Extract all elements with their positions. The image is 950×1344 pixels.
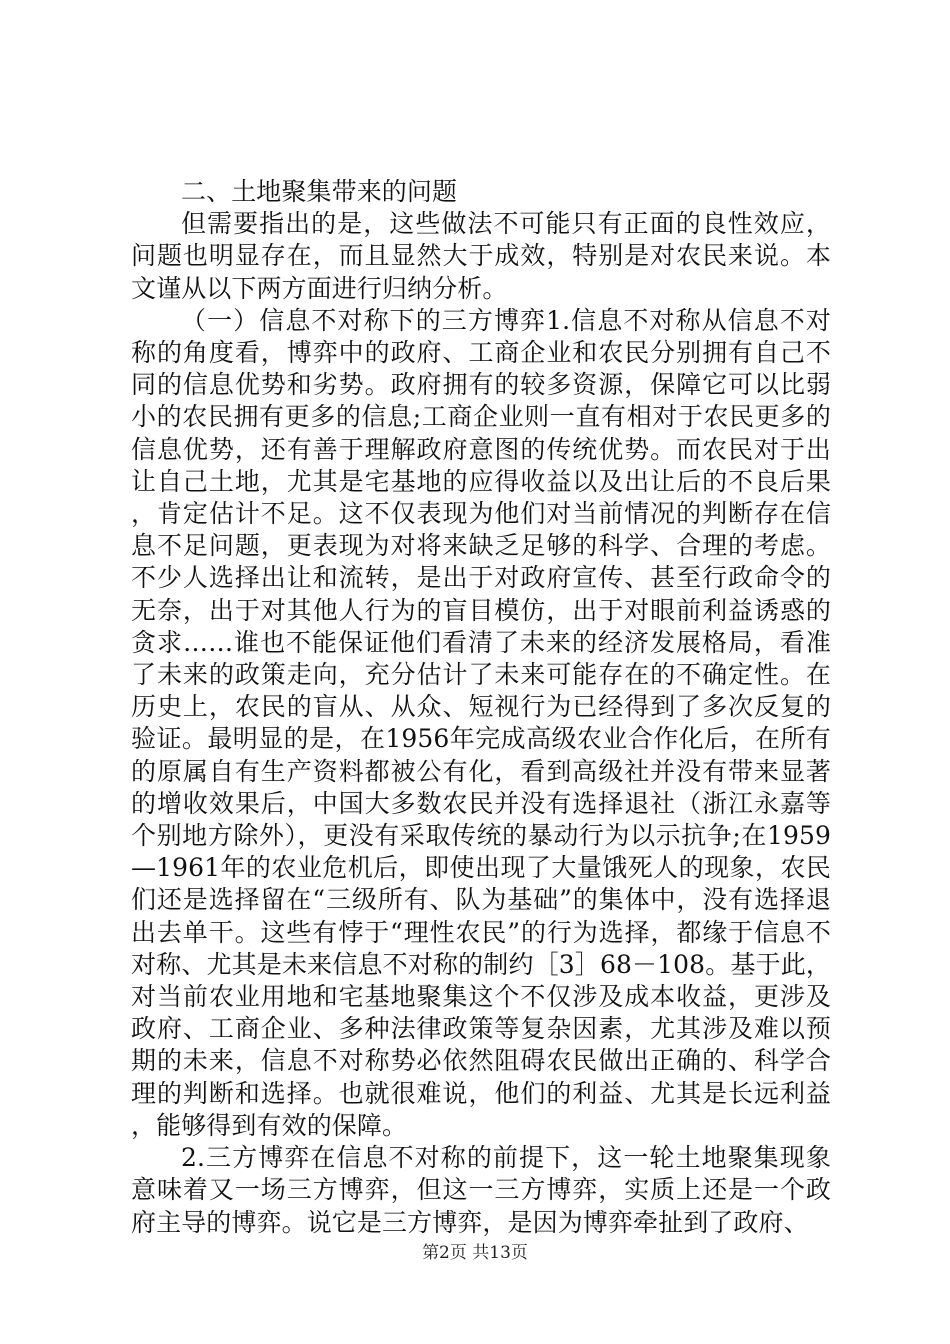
section-heading: 二、土地聚集带来的问题 [181, 177, 458, 206]
paragraph: 但需要指出的是，这些做法不可能只有正面的良性效应，问题也明显存在，而且显然大于成效，特别是对农民来说。本文谨从以下两方面进行归纳分析。 [131, 209, 831, 303]
document-body [131, 176, 831, 1239]
paragraph: 2.三方博弈在信息不对称的前提下，这一轮土地聚集现象意味着又一场三方博弈，但这一三方博弈，实质上还是一个政府主导的博弈。说它是三方博弈，是因为博弈牵扯到了政府、 [131, 1143, 831, 1237]
paragraph: （一）信息不对称下的三方博弈1.信息不对称从信息不对称的角度看，博弈中的政府、工商企业和农民分别拥有自己不同的信息优势和劣势。政府拥有的较多资源，保障它可以比弱小的农民拥有更多的信息;工商企业则一直有相对于农民更多的信息优势，还有善于理解政府意图的传统优势。而农民对于出让自己土地，尤其是宅基地的应得收益以及出让后的不良后果，肯定估计不足。这不仅表现为他们对当前情况的判断存在信息不足问题，更表现为对将来缺乏足够的科学、合理的考虑。不少人选择出让和流转，是出于对政府宣传、甚至行政命令的无奈，出于对其他人行为的盲目模仿，出于对眼前利益诱惑的贪求……谁也不能保证他们看清了未来的经济发展格局，看准了未来的政策走向，充分估计了未来可能存在的不确定性。在历史上，农民的盲从、从众、短视行为已经得到了多次反复的验证。最明显的是，在1956年完成高级农业合作化后，在所有的原属自有生产资料都被公有化，看到高级社并没有带来显著的增收效果后，中国大多数农民并没有选择退社（浙江永嘉等个别地方除外），更没有采取传统的暴动行为以示抗争;在1959—1961年的农业危机后，即使出现了大量饿死人的现象，农民们还是选择留在“三级所有、队为基础”的集体中，没有选择退出去单干。这些有悖于“理性农民”的行为选择，都缘于信息不对称、尤其是未来信息不对称的制约［3］68－108。基于此，对当前农业用地和宅基地聚集这个不仅涉及成本收益，更涉及政府、工商企业、多种法律政策等复杂因素，尤其涉及难以预期的未来，信息不对称势必依然阻碍农民做出正确的、科学合理的判断和选择。也就很难说，他们的利益、尤其是长远利益，能够得到有效的保障。 [131, 305, 831, 1140]
page-number-footer: 第2页 共13页 [422, 1243, 528, 1263]
